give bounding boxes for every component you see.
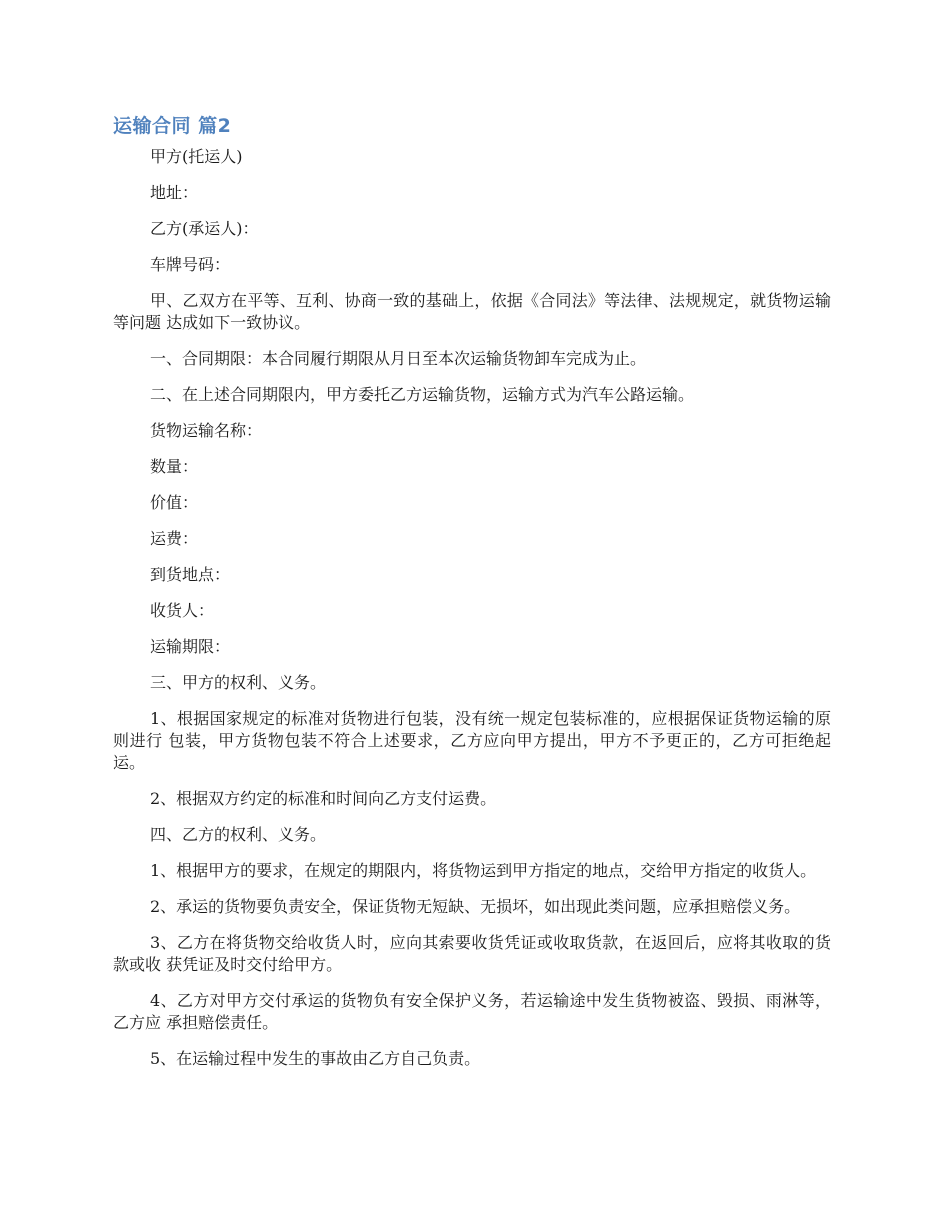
party-b-label: 乙方(承运人)： xyxy=(150,219,259,238)
plate-number-field: 车牌号码： xyxy=(150,255,231,274)
value-field: 价值： xyxy=(150,493,199,512)
party-b-item-2: 2、承运的货物要负责安全，保证货物无短缺、无损坏，如出现此类问题，应承担赔偿义务。 xyxy=(150,897,801,916)
preamble-paragraph: 甲、乙双方在平等、互利、协商一致的基础上，依据《合同法》等法律、法规规定，就货物运输等问题 达成如下一致协议。 xyxy=(113,291,831,332)
destination-field: 到货地点： xyxy=(150,565,231,584)
consignee-field: 收货人： xyxy=(150,601,215,620)
party-a-item-1: 1、根据国家规定的标准对货物进行包装，没有统一规定包装标准的，应根据保证货物运输的原则进行 包装，甲方货物包装不符合上述要求，乙方应向甲方提出，甲方不予更正的，乙方可拒绝起运。 xyxy=(113,709,831,772)
goods-name-field: 货物运输名称： xyxy=(150,421,263,440)
freight-field: 运费： xyxy=(150,529,199,548)
clause-term: 一、合同期限：本合同履行期限从月日至本次运输货物卸车完成为止。 xyxy=(150,349,647,368)
party-a-item-2: 2、根据双方约定的标准和时间向乙方支付运费。 xyxy=(150,789,497,808)
section-party-b-rights: 四、乙方的权利、义务。 xyxy=(150,825,327,844)
party-b-item-1: 1、根据甲方的要求，在规定的期限内，将货物运到甲方指定的地点，交给甲方指定的收货人。 xyxy=(150,861,817,880)
party-a-label: 甲方(托运人) xyxy=(150,147,243,166)
party-b-item-5: 5、在运输过程中发生的事故由乙方自己负责。 xyxy=(150,1049,481,1068)
clause-transport-method: 二、在上述合同期限内，甲方委托乙方运输货物，运输方式为汽车公路运输。 xyxy=(150,385,695,404)
party-b-item-3: 3、乙方在将货物交给收货人时，应向其索要收货凭证或收取货款，在返回后，应将其收取的货款或收 获凭证及时交付给甲方。 xyxy=(113,933,831,974)
quantity-field: 数量： xyxy=(150,457,199,476)
party-b-item-4: 4、乙方对甲方交付承运的货物负有安全保护义务，若运输途中发生货物被盗、毁损、雨淋等，乙方应 承担赔偿责任。 xyxy=(113,991,831,1032)
document-title: 运输合同 篇2 xyxy=(113,115,232,137)
section-party-a-rights: 三、甲方的权利、义务。 xyxy=(150,673,327,692)
document-body xyxy=(113,112,831,1084)
address-field: 地址： xyxy=(150,183,199,202)
transport-period-field: 运输期限： xyxy=(150,637,231,656)
